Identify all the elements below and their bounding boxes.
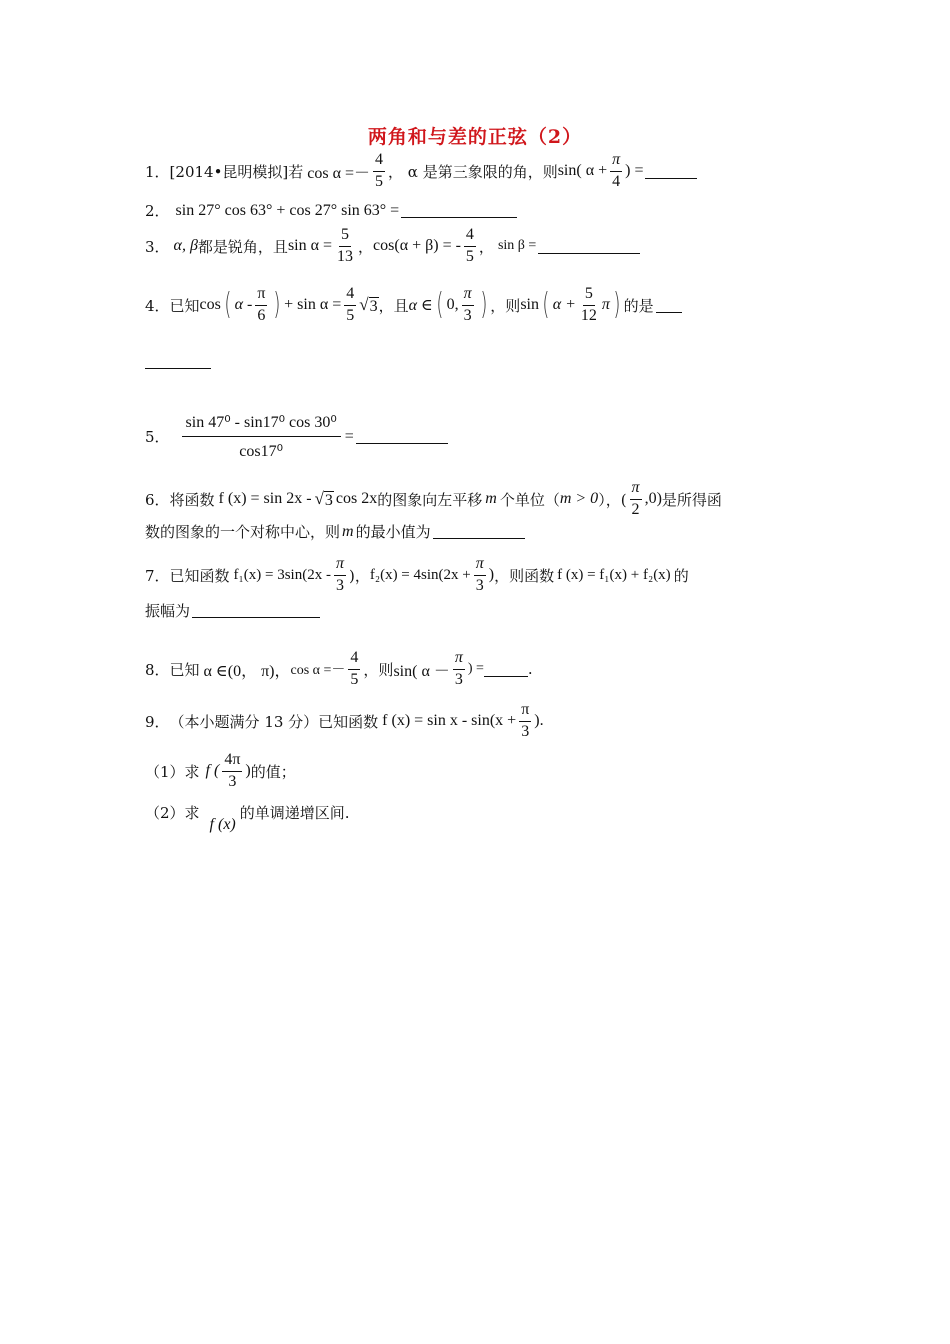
problem-9-part-1 xyxy=(145,752,296,791)
right-paren: ) xyxy=(479,287,487,323)
numerator: π xyxy=(462,286,474,306)
math-expr: f (x) xyxy=(209,815,236,833)
math-expr: cos xyxy=(199,296,221,314)
answer-blank[interactable] xyxy=(356,429,448,444)
numerator: π xyxy=(474,556,486,576)
math-expr: α, β xyxy=(173,237,198,255)
problem-number: 2． xyxy=(145,202,170,220)
math-expr: α - xyxy=(234,296,253,314)
denominator: 3 xyxy=(463,306,472,324)
math-expr: f ( xyxy=(205,762,220,780)
denominator: 12 xyxy=(580,306,597,324)
denominator: 3 xyxy=(335,576,344,594)
problem-number: 8．已知 xyxy=(145,660,200,679)
left-paren: ( xyxy=(542,287,550,323)
problem-text: ，则函数 xyxy=(494,566,555,585)
problem-text: 的值； xyxy=(250,762,296,781)
problem-text: （2）求 xyxy=(145,804,200,822)
problem-8 xyxy=(145,650,533,689)
problem-text: 的图象向左平移 xyxy=(377,490,483,509)
numerator: 4π xyxy=(222,752,242,772)
fraction xyxy=(334,556,346,595)
fraction xyxy=(453,650,465,689)
problem-number: 1． xyxy=(145,162,170,181)
fraction xyxy=(579,286,599,325)
denominator: 5 xyxy=(346,306,355,324)
numerator: 4 xyxy=(373,152,385,172)
math-expr: sin( α + xyxy=(557,162,608,180)
denominator: 5 xyxy=(350,670,359,688)
fraction xyxy=(474,556,486,595)
problem-text: ， xyxy=(358,237,374,256)
math-expr: sin 27° cos 63° + cos 27° sin 63° = xyxy=(175,201,400,219)
numerator: sin 47⁰ - sin17⁰ cos 30⁰ xyxy=(182,412,341,437)
math-expr: π xyxy=(601,296,610,314)
numerator: π xyxy=(610,152,622,172)
denominator: 3 xyxy=(228,772,237,790)
answer-blank[interactable] xyxy=(538,239,640,254)
problem-text: ， xyxy=(478,237,494,256)
numerator: 5 xyxy=(583,286,595,306)
left-paren: ( xyxy=(436,287,444,323)
problem-1 xyxy=(145,152,697,191)
math-expr: α ∈(0， π)， xyxy=(203,662,291,680)
right-paren: ) xyxy=(273,287,281,323)
problem-text: （1）求 xyxy=(145,762,200,781)
denominator: 3 xyxy=(475,576,484,594)
answer-blank[interactable] xyxy=(401,203,517,218)
math-expr: ) = xyxy=(625,162,644,180)
denominator: 3 xyxy=(521,722,530,740)
math-expr: ). xyxy=(534,712,544,730)
math-expr: = xyxy=(344,427,354,445)
problem-text: ，则 xyxy=(363,660,394,679)
problem-source: [2014•昆明模拟]若 xyxy=(169,162,304,181)
math-expr: α + xyxy=(552,296,576,314)
page-title: 两角和与差的正弦（2） xyxy=(367,126,583,148)
radical-sign: √ xyxy=(359,295,369,314)
math-var: m xyxy=(342,522,354,540)
math-expr: f₂(x) = 4sin(2x + xyxy=(369,566,471,583)
problem-text: ，且 xyxy=(378,296,409,315)
math-expr: m > 0 xyxy=(559,490,599,508)
radicand: 3 xyxy=(369,298,378,315)
problem-text: ， α 是第三象限的角，则 xyxy=(388,162,558,181)
answer-blank[interactable] xyxy=(192,603,320,618)
problem-number: 9． xyxy=(145,712,170,731)
math-expr: f (x) = f₁(x) + f₂(x) xyxy=(557,566,671,583)
problem-text: 的 xyxy=(673,566,689,585)
fraction xyxy=(462,286,474,325)
problem-text: （本小题满分 13 分）已知函数 xyxy=(169,712,379,731)
problem-4 xyxy=(145,286,682,325)
fraction xyxy=(335,227,355,266)
problem-text: 的最小值为 xyxy=(355,523,431,541)
math-expr: 0, xyxy=(446,296,459,314)
problem-text: 振幅为 xyxy=(145,602,191,620)
denominator: 13 xyxy=(337,247,354,265)
problem-text: 个单位（ xyxy=(499,490,560,509)
right-paren: ) xyxy=(613,287,621,323)
problem-9-part-2 xyxy=(145,802,350,833)
answer-blank[interactable] xyxy=(145,354,211,369)
math-expr: + sin α = xyxy=(284,296,342,314)
math-expr: cos α =－ xyxy=(290,663,346,679)
problem-7-line-1 xyxy=(145,556,689,595)
math-expr: f₁(x) = 3sin(2x - xyxy=(233,566,331,583)
math-expr: f (x) = sin 2x - xyxy=(218,490,312,508)
math-expr: sin α = xyxy=(287,237,333,255)
fraction xyxy=(630,480,642,519)
numerator: 5 xyxy=(339,227,351,247)
denominator: 3 xyxy=(454,670,463,688)
problem-3 xyxy=(145,227,640,266)
math-expr: sin( α － xyxy=(393,662,450,680)
fraction xyxy=(344,286,356,325)
problem-number: 5． xyxy=(145,428,170,446)
left-paren: ( xyxy=(224,287,232,323)
denominator: 4 xyxy=(612,172,621,190)
problem-text: 的是 xyxy=(623,296,654,315)
denominator: 6 xyxy=(257,306,266,324)
denominator: 2 xyxy=(631,500,640,518)
problem-6-line-2 xyxy=(145,521,525,542)
fraction xyxy=(464,227,476,266)
denominator: 5 xyxy=(465,247,474,265)
radicand: 3 xyxy=(324,492,333,509)
fraction xyxy=(610,152,622,191)
math-var: m xyxy=(485,490,497,508)
denominator: cos17⁰ xyxy=(239,443,284,460)
problem-9 xyxy=(145,702,544,741)
problem-text: ），( xyxy=(598,490,627,509)
math-expr: ) xyxy=(245,762,251,780)
fraction xyxy=(348,650,360,689)
problem-text: 6．将函数 xyxy=(145,490,215,509)
math-expr: α ∈ xyxy=(408,297,433,315)
math-expr: f (x) = sin x - sin(x + xyxy=(382,712,517,730)
problem-text: . xyxy=(527,660,533,679)
problem-number: 4．已知 xyxy=(145,296,200,315)
fraction xyxy=(222,752,242,791)
math-expr: ) xyxy=(488,566,495,584)
problem-6-line-1 xyxy=(145,480,722,519)
math-expr: cos 2x xyxy=(335,490,378,508)
problem-text: 是所得函 xyxy=(661,490,722,509)
fraction xyxy=(182,412,341,461)
problem-5 xyxy=(145,412,448,461)
numerator: 4 xyxy=(348,650,360,670)
denominator: 5 xyxy=(375,172,384,190)
math-expr: sin β = xyxy=(497,238,537,254)
math-expr: ) = xyxy=(467,661,484,677)
radical-sign: √ xyxy=(314,489,324,508)
numerator: π xyxy=(453,650,465,670)
math-expr: cos α =－ xyxy=(307,164,371,182)
problem-text: ，则 xyxy=(490,296,521,315)
fraction xyxy=(373,152,385,191)
problem-text: )， xyxy=(348,566,370,585)
math-expr: sin xyxy=(520,296,539,314)
math-expr: ,0) xyxy=(644,490,662,508)
problem-text: 的单调递增区间. xyxy=(239,804,350,822)
numerator: π xyxy=(334,556,346,576)
answer-blank[interactable] xyxy=(484,662,528,677)
problem-2 xyxy=(145,200,517,221)
problem-text: 都是锐角，且 xyxy=(197,237,288,256)
answer-blank[interactable] xyxy=(656,298,682,313)
numerator: 4 xyxy=(464,227,476,247)
numerator: π xyxy=(630,480,642,500)
square-root xyxy=(315,489,334,510)
square-root xyxy=(359,295,378,316)
problem-text: 数的图象的一个对称中心，则 xyxy=(145,523,341,541)
numerator: 4 xyxy=(344,286,356,306)
answer-blank[interactable] xyxy=(433,524,525,539)
problem-number: 3． xyxy=(145,237,170,256)
answer-blank[interactable] xyxy=(645,164,697,179)
numerator: π xyxy=(255,286,267,306)
math-expr: cos(α + β) = - xyxy=(373,237,461,255)
problem-4-continuation xyxy=(145,354,211,369)
problem-text: 7．已知函数 xyxy=(145,566,230,585)
fraction xyxy=(255,286,267,325)
numerator: π xyxy=(519,702,531,722)
fraction xyxy=(519,702,531,741)
problem-7-line-2 xyxy=(145,600,320,621)
